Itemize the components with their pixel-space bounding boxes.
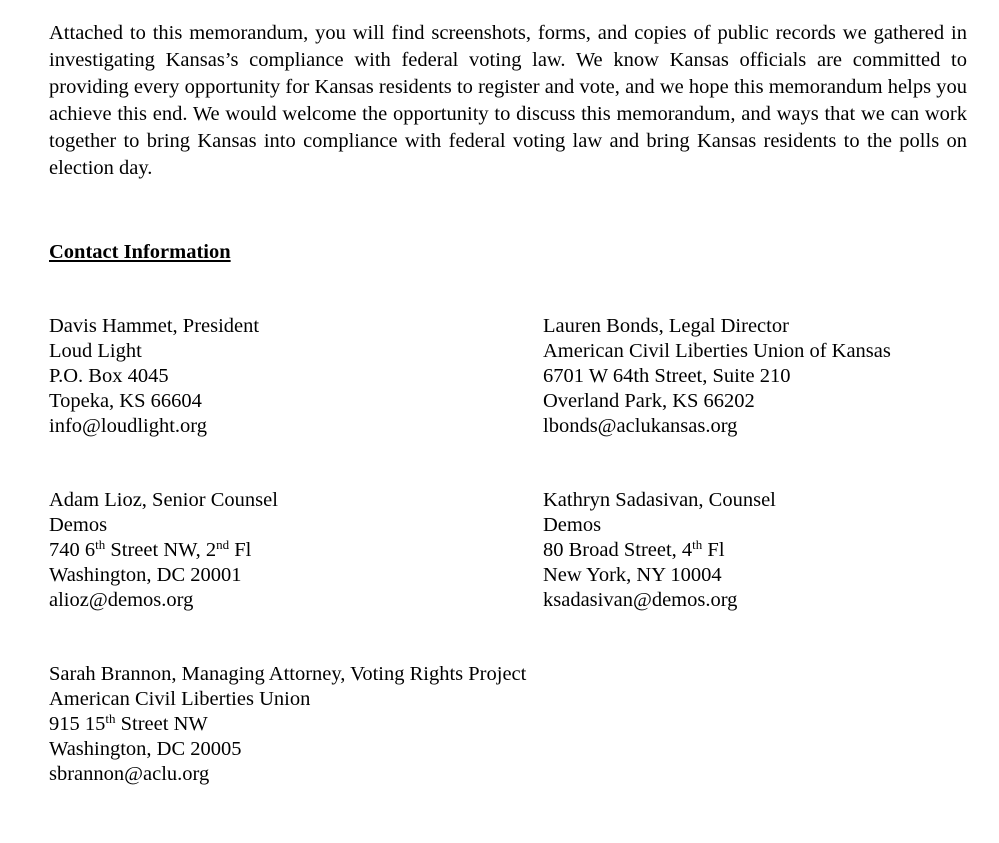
intro-paragraph: Attached to this memorandum, you will find screenshots, forms, and copies of public records we gathered in investigating Kansas’s compliance with federal voting law. We know Kansas officials are committed to providing every opportunity for Kansas residents to register and vote, and we hope this memorandum helps you achieve this end. We would welcome the opportunity to discuss this memorandum, and ways that we can work together to bring Kansas into compliance with federal voting law and bring Kansas residents to the polls on election day. xyxy=(49,22,967,179)
contact-address: 915 15th Street NW xyxy=(49,710,208,735)
contact-information-heading: Contact Information xyxy=(49,241,231,263)
contact-organization: Loud Light xyxy=(49,339,142,362)
contact-name-title: Davis Hammet, President xyxy=(49,315,260,337)
contact-address: 740 6th Street NW, 2nd Fl xyxy=(49,536,252,561)
contact-block-loud-light xyxy=(49,314,259,439)
contact-organization: Demos xyxy=(543,513,602,536)
contact-organization: American Civil Liberties Union of Kansas xyxy=(543,339,891,362)
contact-block-demos-lioz xyxy=(49,488,278,613)
contact-organization: American Civil Liberties Union xyxy=(49,687,311,710)
contact-city-state-zip: Topeka, KS 66604 xyxy=(49,389,202,412)
contact-city-state-zip: New York, NY 10004 xyxy=(543,563,722,586)
contact-name-title: Lauren Bonds, Legal Director xyxy=(543,315,789,337)
contact-block-aclu xyxy=(49,662,526,787)
contact-organization: Demos xyxy=(49,513,108,536)
contact-address: P.O. Box 4045 xyxy=(49,364,169,387)
contact-name-title: Sarah Brannon, Managing Attorney, Voting Rights Project xyxy=(49,663,527,685)
contact-email: lbonds@aclukansas.org xyxy=(543,414,738,437)
contact-address: 6701 W 64th Street, Suite 210 xyxy=(543,364,791,387)
contact-address: 80 Broad Street, 4th Fl xyxy=(543,536,725,561)
contact-email: sbrannon@aclu.org xyxy=(49,762,210,785)
contact-block-demos-sadasivan xyxy=(543,488,776,613)
contact-email: info@loudlight.org xyxy=(49,414,208,437)
contact-name-title: Adam Lioz, Senior Counsel xyxy=(49,489,278,511)
contact-email: alioz@demos.org xyxy=(49,588,194,611)
contact-city-state-zip: Overland Park, KS 66202 xyxy=(543,389,755,412)
contact-city-state-zip: Washington, DC 20005 xyxy=(49,737,242,760)
contact-block-aclu-kansas xyxy=(543,314,891,439)
contact-city-state-zip: Washington, DC 20001 xyxy=(49,563,242,586)
contact-email: ksadasivan@demos.org xyxy=(543,588,738,611)
contact-name-title: Kathryn Sadasivan, Counsel xyxy=(543,489,776,511)
